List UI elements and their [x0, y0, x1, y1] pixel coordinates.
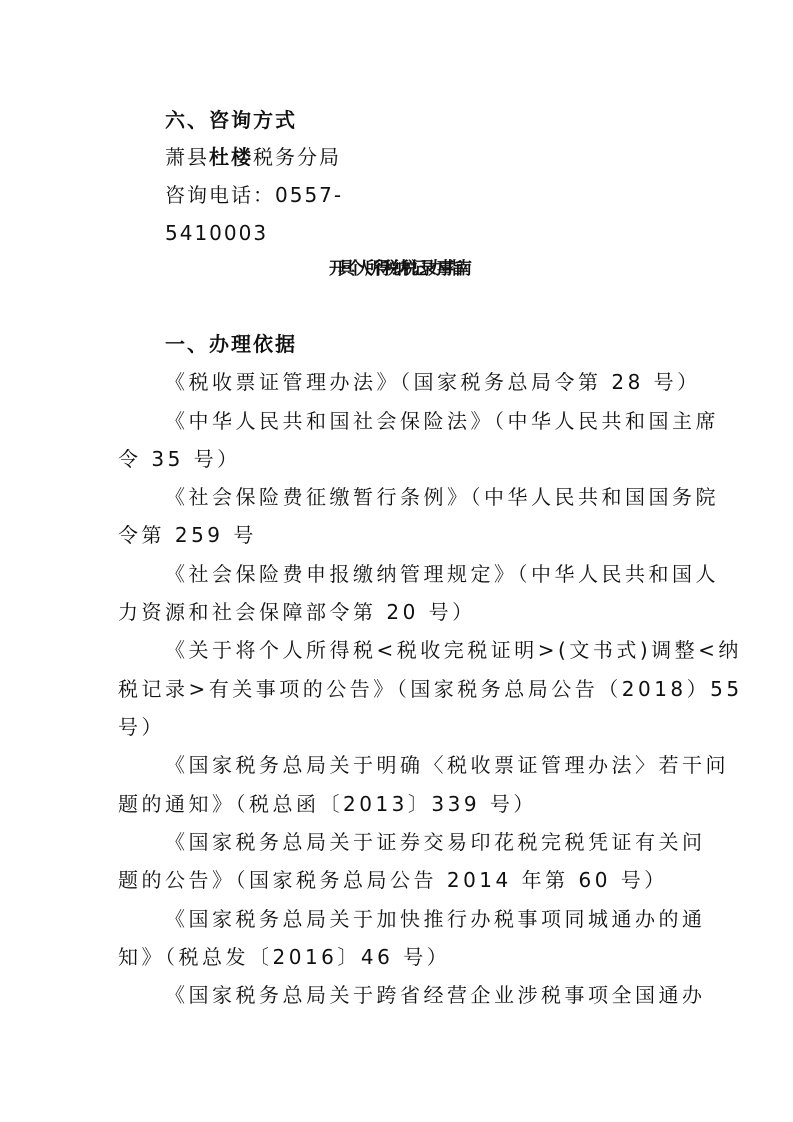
basis-line: 题的公告》（国家税务总局公告 2014 年第 60 号）	[118, 868, 668, 892]
basis-line: 《社会保险费征缴暂行条例》（中华人民共和国国务院	[165, 485, 719, 509]
contact-heading: 六、咨询方式	[165, 108, 297, 132]
basis-line: 《社会保险费申报缴纳管理规定》（中华人民共和国人	[165, 562, 719, 586]
basis-line: 《国家税务总局关于证券交易印花税完税凭证有关问	[165, 830, 706, 854]
basis-line: 《税收票证管理办法》（国家税务总局令第 28 号）	[165, 370, 701, 394]
basis-line: 《国家税务总局关于明确〈税收票证管理办法〉若干问	[165, 753, 729, 777]
office-bold-name: 杜楼	[209, 145, 253, 169]
basis-line: 《中华人民共和国社会保险法》（中华人民共和国主席	[165, 409, 719, 433]
tax-office-name	[165, 144, 341, 170]
phone-line-1: 咨询电话：0557-	[165, 183, 344, 207]
basis-line: 知》（税总发〔2016〕46 号）	[118, 945, 451, 969]
office-prefix: 萧县	[165, 145, 209, 169]
basis-line: 《国家税务总局关于加快推行办税事项同城通办的通	[165, 907, 706, 931]
phone-line-2: 5410003	[165, 221, 269, 245]
basis-line: 令 35 号）	[118, 447, 241, 471]
basis-line: 号）	[118, 715, 165, 739]
document-title: 开具个人所得税纳税记录办事指南	[329, 259, 464, 279]
basis-line: 题的通知》（税总函〔2013〕339 号）	[118, 792, 537, 816]
basis-line: 税记录>有关事项的公告》（国家税务总局公告（2018）55	[118, 677, 743, 701]
basis-heading: 一、办理依据	[165, 332, 297, 356]
office-suffix: 税务分局	[253, 145, 341, 169]
basis-line: 令第 259 号	[118, 523, 257, 547]
basis-line: 《国家税务总局关于跨省经营企业涉税事项全国通办	[165, 983, 706, 1007]
basis-line: 力资源和社会保障部令第 20 号）	[118, 600, 476, 624]
basis-line: 《关于将个人所得税<税收完税证明>(文书式)调整<纳	[165, 638, 742, 662]
